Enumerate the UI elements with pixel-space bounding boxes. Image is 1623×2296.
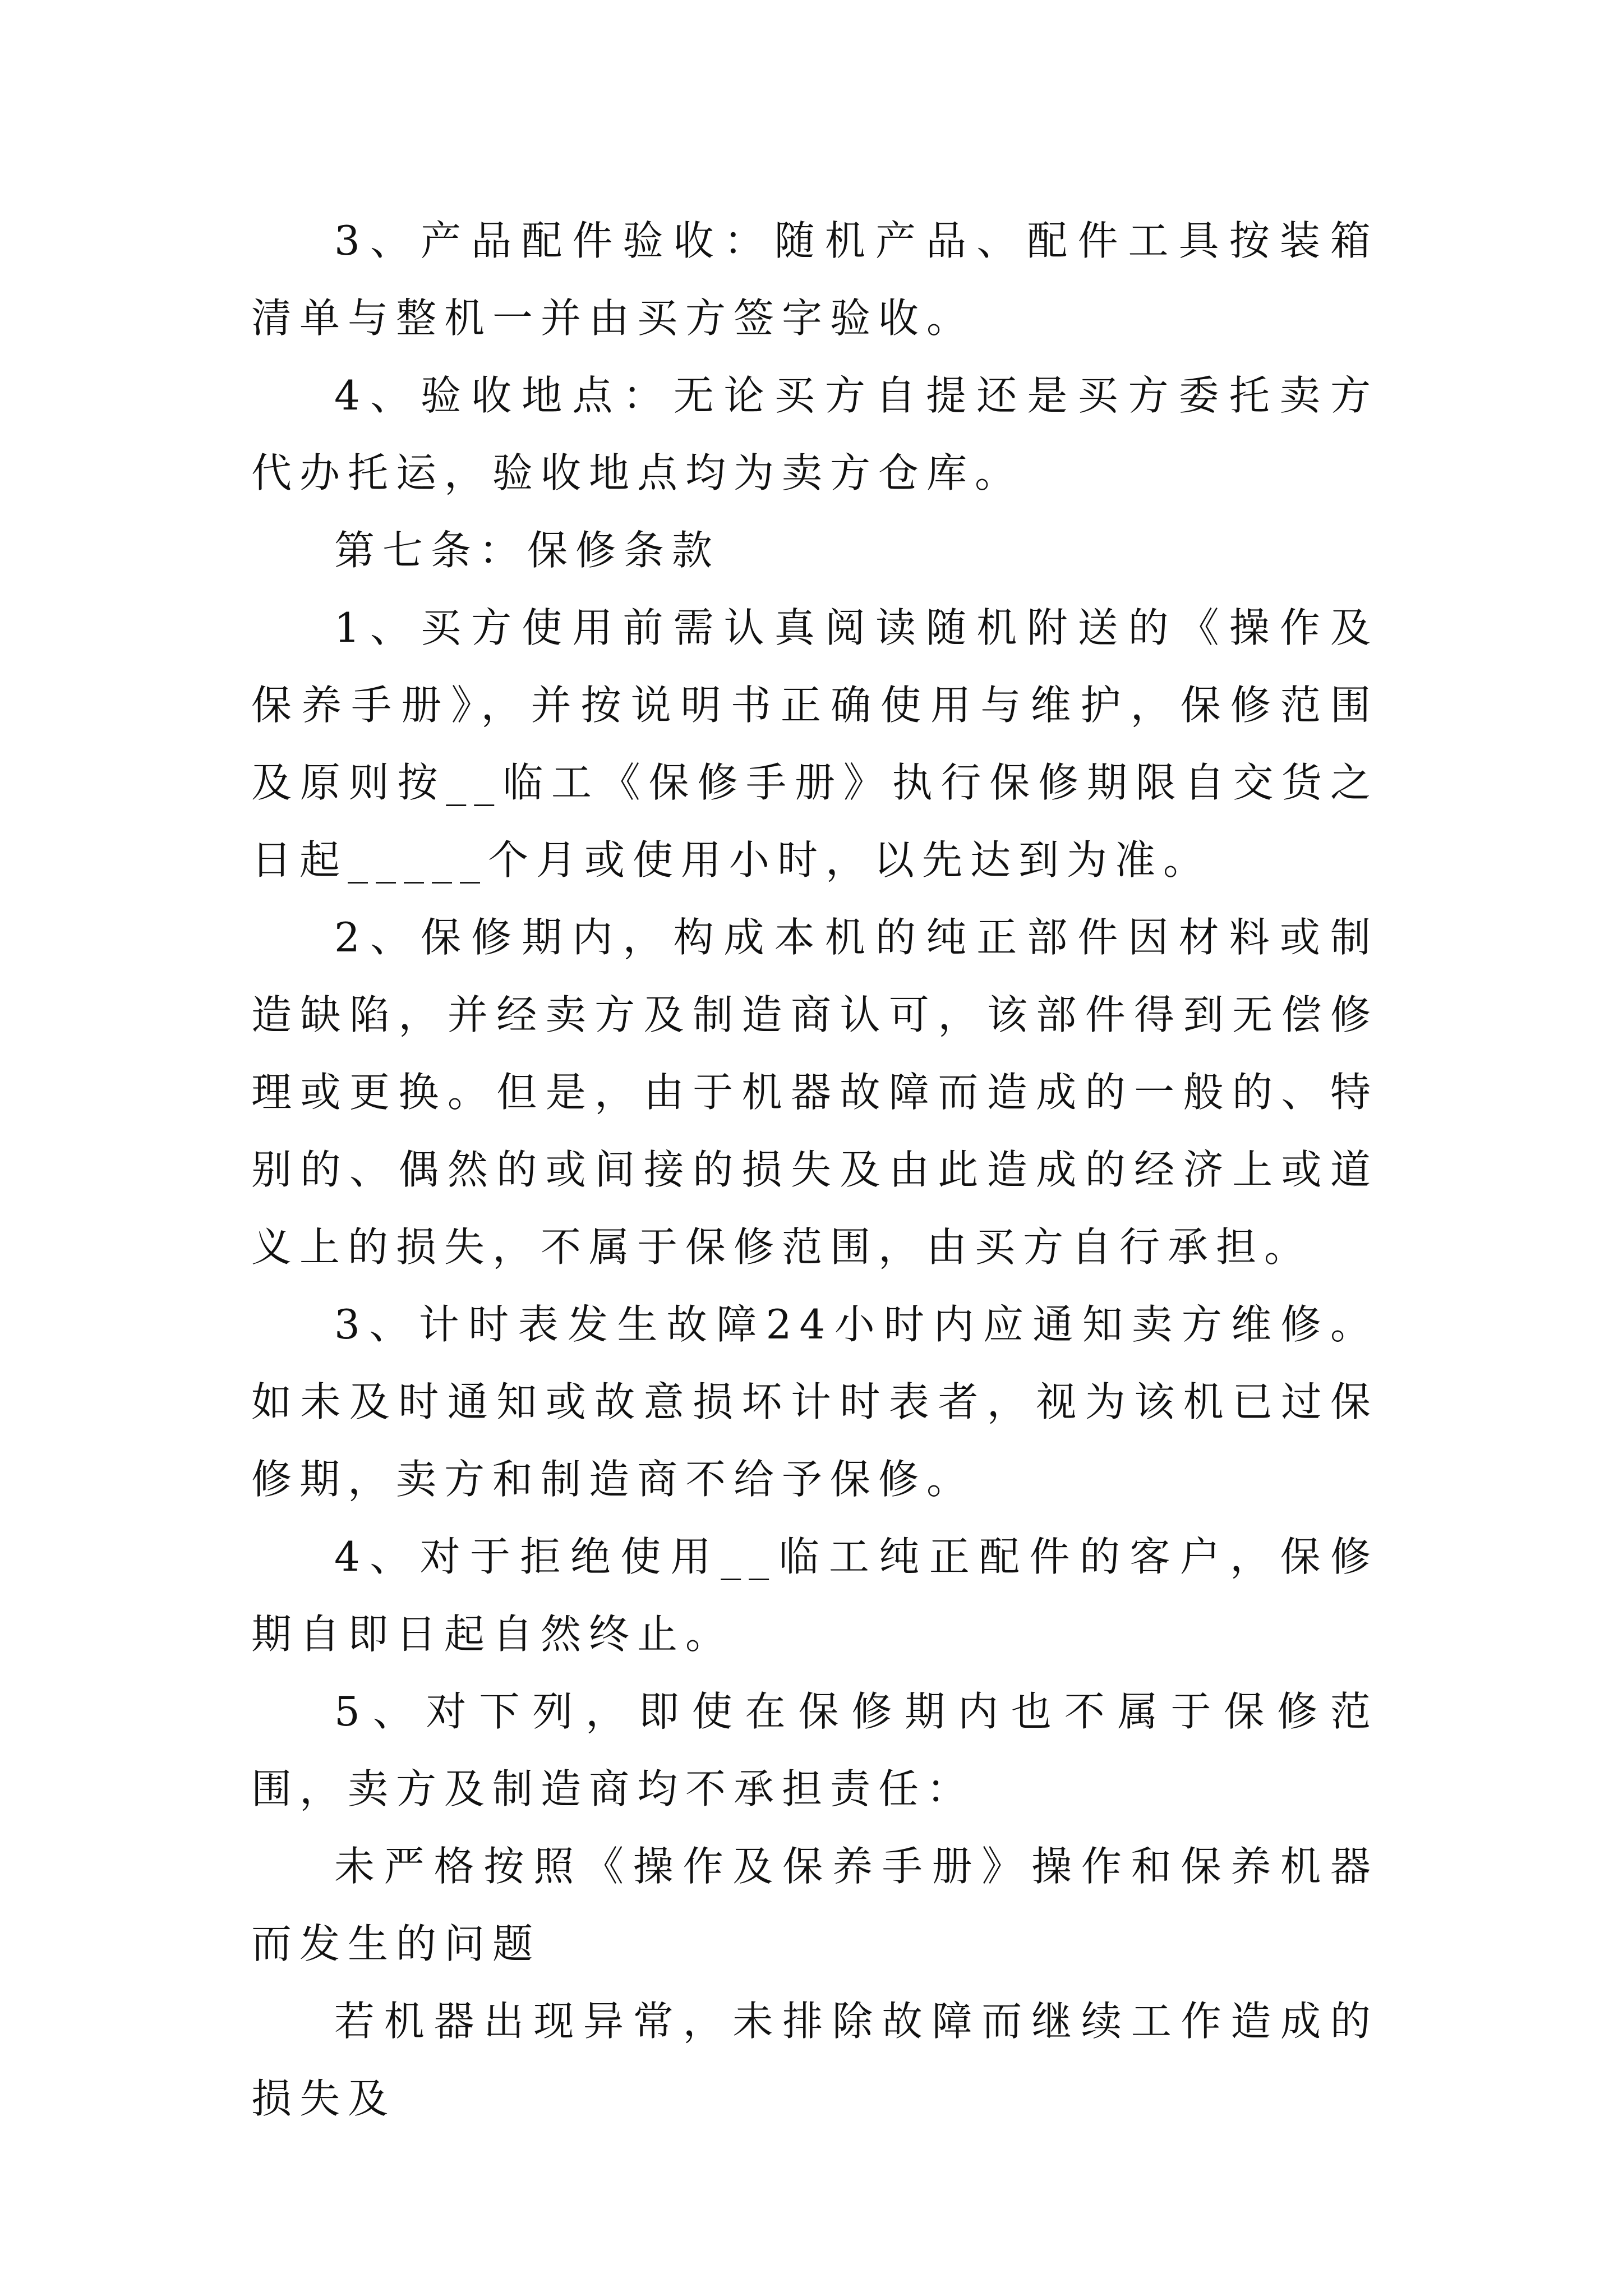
paragraph-warranty-clause-5: 5、对下列，即使在保修期内也不属于保修范围，卖方及制造商均不承担责任： [251,1688,1378,1812]
paragraph-warranty-clause-4: 4、对于拒绝使用__临工纯正配件的客户，保修期自即日起自然终止。 [251,1533,1378,1658]
paragraph-acceptance-location: 4、验收地点：无论买方自提还是买方委托卖方代办托运，验收地点均为卖方仓库。 [251,372,1378,496]
paragraph-exclusion-2: 若机器出现异常，未排除故障而继续工作造成的损失及 [251,1998,1378,2122]
paragraph-accessory-acceptance: 3、产品配件验收：随机产品、配件工具按装箱清单与整机一并由买方签字验收。 [251,217,1378,342]
document-body [251,202,1378,2137]
section-heading-warranty: 第七条：保修条款 [334,527,721,574]
paragraph-warranty-clause-2: 2、保修期内，构成本机的纯正部件因材料或制造缺陷，并经卖方及制造商认可，该部件得到无偿修理或更换。但是，由于机器故障而造成的一般的、特别的、偶然的或间接的损失及由此造成的经济上或道义上的损失，不属于保修范围，由买方自行承担。 [251,914,1378,1271]
paragraph-warranty-clause-3: 3、计时表发生故障24小时内应通知卖方维修。如未及时通知或故意损坏计时表者，视为该机已过保修期，卖方和制造商不给予保修。 [251,1301,1378,1503]
paragraph-exclusion-1: 未严格按照《操作及保养手册》操作和保养机器而发生的问题 [251,1843,1378,1967]
paragraph-warranty-clause-1: 1、买方使用前需认真阅读随机附送的《操作及保养手册》，并按说明书正确使用与维护，保修范围及原则按__临工《保修手册》执行保修期限自交货之日起_____个月或使用小时，以先达到为准。 [251,604,1378,884]
